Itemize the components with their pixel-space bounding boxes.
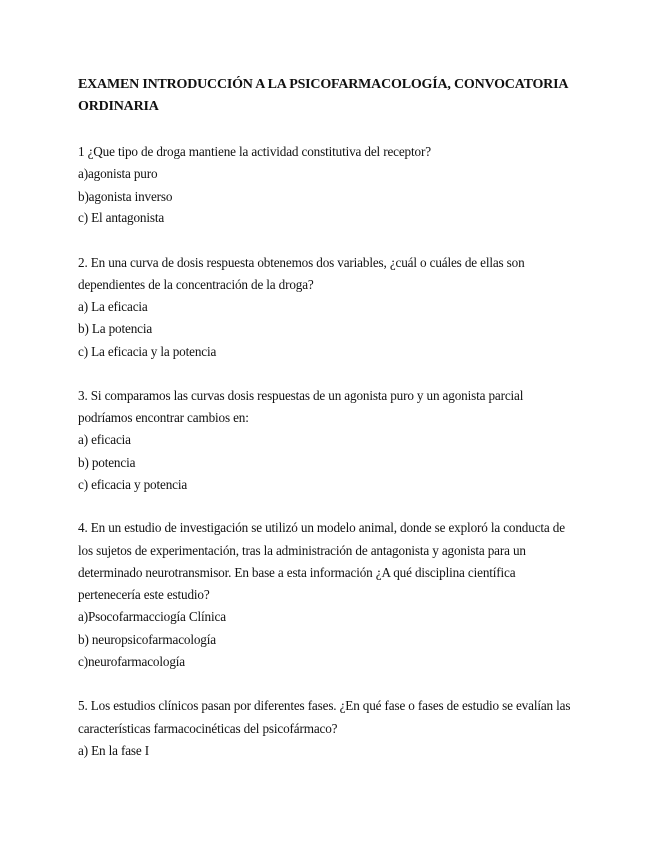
question-4-text-line-2: los sujetos de experimentación, tras la administración de antagonista y agonista para un	[78, 543, 526, 558]
exam-title-line-1: EXAMEN INTRODUCCIÓN A LA PSICOFARMACOLOGÍA, CONVOCATORIA	[78, 77, 569, 92]
question-3-option-b: b) potencia	[78, 455, 136, 470]
question-4-option-c: c)neurofarmacología	[78, 654, 185, 669]
question-1-option-b: b)agonista inverso	[78, 189, 173, 204]
exam-title	[78, 74, 578, 118]
question-2-option-b: b) La potencia	[78, 321, 153, 336]
question-4-text-line-4: pertenecería este estudio?	[78, 587, 210, 602]
question-2-option-a: a) La eficacia	[78, 299, 148, 314]
question-2-text-line-2: dependientes de la concentración de la droga?	[78, 277, 314, 292]
question-3-option-c: c) eficacia y potencia	[78, 477, 188, 492]
question-3-text-line-1: 3. Si comparamos las curvas dosis respuestas de un agonista puro y un agonista parcial	[78, 388, 524, 403]
exam-title-line-2: ORDINARIA	[78, 99, 159, 114]
question-3-option-a: a) eficacia	[78, 432, 131, 447]
question-4-text-line-3: determinado neurotransmisor. En base a esta información ¿A qué disciplina científica	[78, 565, 516, 580]
question-2-text-line-1: 2. En una curva de dosis respuesta obtenemos dos variables, ¿cuál o cuáles de ellas son	[78, 255, 525, 270]
question-5-option-a: a) En la fase I	[78, 743, 149, 758]
question-1-text: 1 ¿Que tipo de droga mantiene la actividad constitutiva del receptor?	[78, 144, 431, 159]
question-1-option-a: a)agonista puro	[78, 166, 158, 181]
question-4-option-a: a)Psocofarmacciogía Clínica	[78, 609, 226, 624]
question-5-text-line-2: características farmacocinéticas del psicofármaco?	[78, 721, 338, 736]
question-1-option-c: c) El antagonista	[78, 210, 165, 225]
question-4-option-b: b) neuropsicofarmacología	[78, 632, 216, 647]
question-3-text-line-2: podríamos encontrar cambios en:	[78, 410, 249, 425]
question-4-text-line-1: 4. En un estudio de investigación se utilizó un modelo animal, donde se exploró la conducta de	[78, 520, 565, 535]
question-5-text-line-1: 5. Los estudios clínicos pasan por diferentes fases. ¿En qué fase o fases de estudio se evalían las	[78, 698, 571, 713]
question-2-option-c: c) La eficacia y la potencia	[78, 344, 217, 359]
